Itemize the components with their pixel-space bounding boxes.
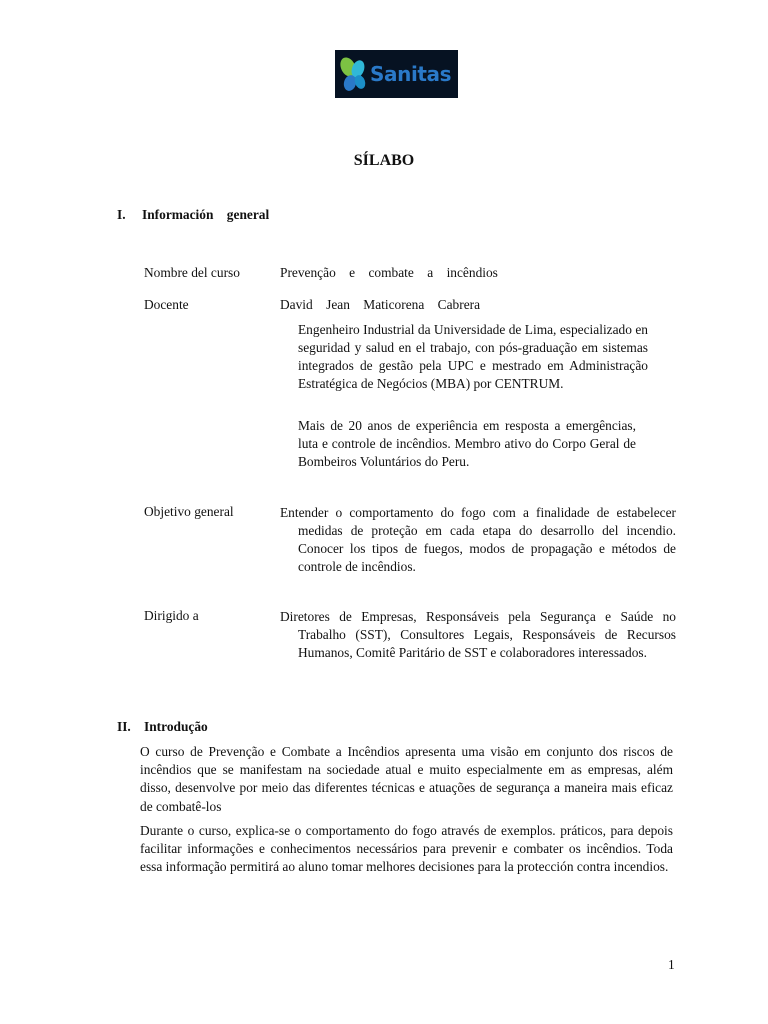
page-title: SÍLABO: [353, 152, 415, 169]
sanitas-logo: [335, 50, 458, 98]
butterfly-logo-icon: [338, 55, 370, 95]
label-teacher: Docente: [144, 297, 189, 312]
page-number: 1: [668, 957, 675, 972]
section-1-title: Información general: [142, 207, 270, 222]
value-course-name: Prevenção e combate a incêndios: [280, 265, 498, 280]
value-audience: Diretores de Empresas, Responsáveis pela Segurança e Saúde no Trabalho (SST), Consultores Legais, Responsáveis de Recursos Humanos, Comitê Paritário de SST e colaboradores interessados.: [280, 609, 676, 660]
intro-paragraph-1: O curso de Prevenção e Combate a Incêndios apresenta uma visão em conjunto dos riscos de incêndios que se manifestam na sociedade atual e muito especialmente em as empresas, além disso, desenvolve por meio das diferentes técnicas e atuações de segurança a maneira mais eficaz de combatê-los: [140, 744, 673, 814]
teacher-bio-2: Mais de 20 anos de experiência em resposta a emergências, luta e controle de incêndios. Membro ativo do Corpo Geral de Bombeiros Voluntários do Peru.: [298, 418, 636, 469]
intro-paragraph-2: Durante o curso, explica-se o comportamento do fogo através de exemplos. práticos, para depois facilitar informações e conhecimentos necessários para prevenir e combater os incêndios. Toda essa informação permitirá ao aluno tomar melhores decisiones para la protección contra incendios.: [140, 823, 673, 875]
section-1-number: I.: [117, 207, 126, 222]
section-2-title: Introdução: [144, 719, 208, 734]
teacher-bio-1: Engenheiro Industrial da Universidade de Lima, especializado en seguridad y salud en el trabajo, con pós-graduação em sistemas integrados de gestão pela UPC e mestrado em Administração Estratégica de Negócios (MBA) por CENTRUM.: [298, 322, 648, 391]
value-teacher: David Jean Maticorena Cabrera: [280, 297, 481, 312]
label-course-name: Nombre del curso: [144, 265, 240, 280]
logo-wordmark: Sanitas: [370, 62, 452, 86]
value-objective: Entender o comportamento do fogo com a finalidade de estabelecer medidas de proteção em cada etapa do desarrollo del incendio. Conocer los tipos de fuegos, modos de propagação e métodos de controle de incêndios.: [280, 505, 676, 574]
section-2-number: II.: [117, 719, 131, 734]
label-objective: Objetivo general: [144, 504, 234, 519]
label-audience: Dirigido a: [144, 608, 199, 623]
